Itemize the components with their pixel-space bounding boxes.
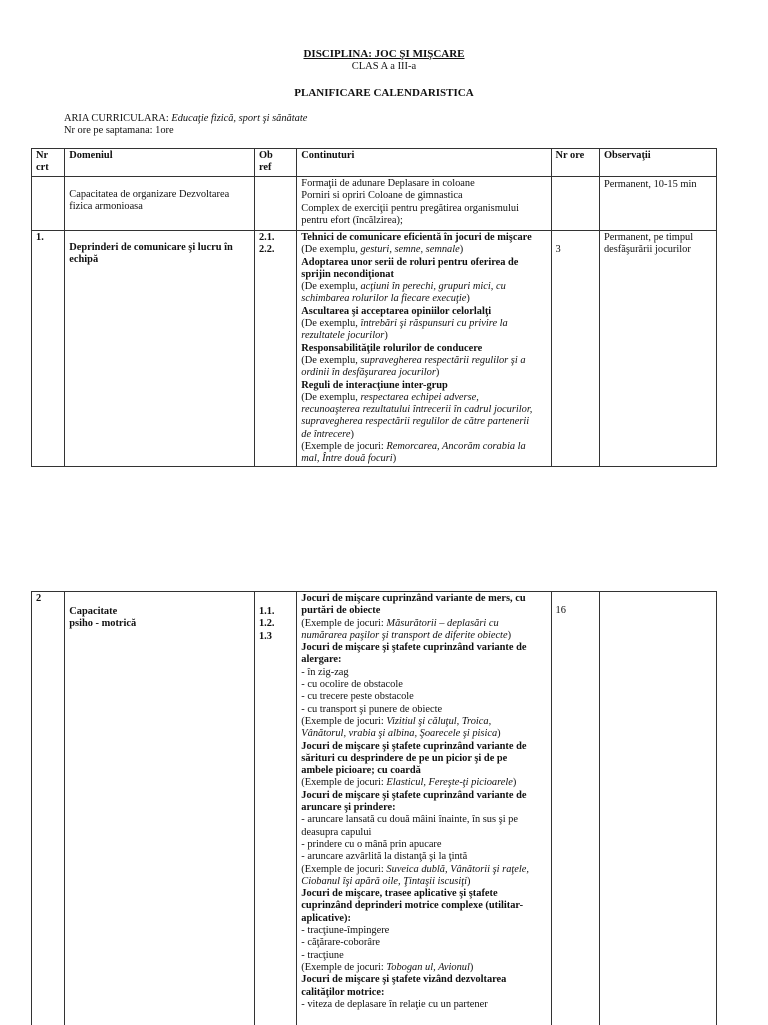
content-line: Jocuri de mişcare şi ştafete vizând dezvoltarea: [301, 974, 507, 986]
cell-obref: [254, 177, 296, 231]
cell-observations: Permanent, pe timpul desfăşurării jocurilor: [599, 231, 716, 467]
content-line: Jocuri de mişcare cuprinzând variante de mers, cu: [301, 593, 526, 604]
document-title: DISCIPLINA: JOC ŞI MIŞCARE: [303, 48, 465, 60]
content-line: - aruncare lansată cu două mâini înainte, în sus şi pe: [301, 814, 518, 826]
content-line: (Exemple de jocuri: Măsurătorii – deplasări cu: [301, 617, 499, 629]
content-line: aplicative):: [301, 912, 351, 924]
content-line: - cu trecere peste obstacole: [301, 691, 414, 703]
cell-nr: 1.: [32, 231, 65, 467]
content-line: (Exemple de jocuri: Elasticul, Fereşte-ţi picioarele): [301, 777, 517, 789]
content-line: Ascultarea şi acceptarea opiniilor celorlalţi: [301, 305, 492, 317]
content-line: (De exemplu, respectarea echipei adverse,: [301, 391, 479, 403]
content-line: sărituri cu desprindere de pe un picior şi de pe: [301, 752, 508, 764]
content-line: Jocuri de mişcare, trasee aplicative şi ştafete: [301, 888, 498, 900]
cell-content: Formaţii de adunare Deplasare in coloane Porniri si opriri Coloane de gimnastica Complex de exerciţii pentru pregătirea organismului pentru efort (încălzirea);: [297, 177, 551, 231]
cell-hours: 3: [551, 231, 599, 467]
table-header-row: [32, 149, 717, 177]
content-line: Responsabilităţile rolurilor de conducere: [301, 342, 483, 354]
table-row: [32, 592, 717, 1025]
cell-obref: 2.1. 2.2.: [254, 231, 296, 467]
header-observations: Observaţii: [599, 149, 716, 177]
class-subtitle: CLAS A a III-a: [351, 61, 417, 72]
content-line: Adoptarea unor serii de roluri pentru oferirea de: [301, 256, 519, 268]
content-line: (De exemplu, gesturi, semne, semnale): [301, 244, 464, 256]
planning-table-2: [31, 591, 717, 1025]
content-line: ordinii în desfăşurarea jocurilor): [301, 367, 440, 379]
content-line: (Exemple de jocuri: Remorcarea, Ancorăm corabia la: [301, 441, 526, 453]
content-line: Reguli de interacţiune inter-grup: [301, 379, 448, 391]
curricular-area-value: Educaţie fizică, sport şi sănătate: [171, 113, 308, 124]
content-line: de întrecere): [301, 428, 354, 440]
content-line: (De exemplu, acţiuni în perechi, grupuri mici, cu: [301, 281, 506, 293]
content-line: Vânătorul, vrabia şi albina, Şoarecele şi pisica): [301, 728, 501, 740]
content-line: - tracţiune: [301, 949, 344, 961]
header-hours: Nr ore: [551, 149, 599, 177]
content-line: - căţărare-coborâre: [301, 937, 381, 949]
content-line: rezultatele jocurilor): [301, 330, 388, 342]
header-content: Continuturi: [297, 149, 551, 177]
content-line: numărarea paşilor şi transport de diferite obiecte): [301, 629, 512, 641]
content-line: mal, Între două focuri): [301, 453, 397, 465]
content-line: (De exemplu, întrebări şi răspunsuri cu privire la: [301, 318, 508, 330]
cell-observations: [599, 592, 716, 1025]
header-domain: Domeniul: [65, 149, 255, 177]
content-line: aruncare şi prindere:: [301, 802, 396, 814]
content-line: - tracţiune-împingere: [301, 925, 390, 937]
planning-heading: PLANIFICARE CALENDARISTICA: [294, 87, 474, 99]
content-line: (De exemplu, supravegherea respectării regulilor şi a: [301, 354, 526, 366]
content-line: deasupra capului: [301, 826, 372, 838]
cell-domain: Capacitate psiho - motrică: [65, 592, 255, 1025]
table-row: [32, 177, 717, 231]
content-line: - cu transport şi punere de obiecte: [301, 703, 443, 715]
cell-nr: [32, 177, 65, 231]
content-line: Jocuri de mişcare şi ştafete cuprinzând variante de: [301, 740, 527, 752]
header-obref: Ob ref: [254, 149, 296, 177]
content-line: - prindere cu o mână prin apucare: [301, 838, 442, 850]
content-line: (Exemple de jocuri: Tobogan ul, Avionul): [301, 961, 474, 973]
content-line: Ciobanul îşi apără oile, Ţintaşii iscusiţi): [301, 875, 471, 887]
cell-hours: 16: [551, 592, 599, 1025]
cell-content: [297, 592, 551, 1025]
content-line: - în zig-zag: [301, 666, 349, 678]
content-line: sprijin necondiţionat: [301, 268, 394, 280]
header-nr: Nr crt: [32, 149, 65, 177]
content-line: calităţilor motrice:: [301, 986, 385, 998]
cell-content: [297, 231, 551, 467]
content-line: supravegherea respectării regulilor de către partenerii: [301, 416, 530, 428]
curricular-area-label: ARIA CURRICULARA:: [64, 113, 172, 124]
content-line: Jocuri de mişcare şi ştafete cuprinzând variante de: [301, 789, 527, 801]
content-line: alergare:: [301, 654, 342, 666]
content-line: - viteza de deplasare în relaţie cu un partener: [301, 998, 488, 1010]
content-line: (Exemple de jocuri: Suveica dublă, Vânătorii şi raţele,: [301, 863, 529, 875]
content-line: ambele picioare; cu coardă: [301, 765, 421, 777]
content-line: (Exemple de jocuri: Vizitiul şi căluţul, Troica,: [301, 715, 492, 727]
content-line: Jocuri de mişcare şi ştafete cuprinzând variante de: [301, 642, 527, 654]
content-line: Tehnici de comunicare eficientă în jocuri de mişcare: [301, 232, 532, 243]
content-line: cuprinzând deprinderi motrice complexe (utilitar-: [301, 900, 524, 912]
cell-hours: [551, 177, 599, 231]
table-row: [32, 231, 717, 467]
content-line: - cu ocolire de obstacole: [301, 679, 403, 691]
cell-obref: 1.1. 1.2. 1.3: [254, 592, 296, 1025]
cell-domain: Capacitatea de organizare Dezvoltarea fizica armonioasa: [65, 177, 255, 231]
cell-nr: 2: [32, 592, 65, 1025]
weekly-hours: Nr ore pe saptamana: 1ore: [64, 125, 174, 136]
cell-observations: Permanent, 10-15 min: [599, 177, 716, 231]
curricular-area: [64, 113, 307, 125]
content-line: - aruncare azvârlită la distanţă şi la ţintă: [301, 851, 468, 863]
cell-domain: Deprinderi de comunicare şi lucru în echipă: [65, 231, 255, 467]
content-line: purtări de obiecte: [301, 605, 381, 617]
content-line: recunoaşterea rezultatului întrecerii în cadrul jocurilor,: [301, 404, 533, 416]
planning-table-1: [31, 148, 717, 467]
content-line: schimbarea rolurilor la fiecare execuţie): [301, 293, 470, 305]
